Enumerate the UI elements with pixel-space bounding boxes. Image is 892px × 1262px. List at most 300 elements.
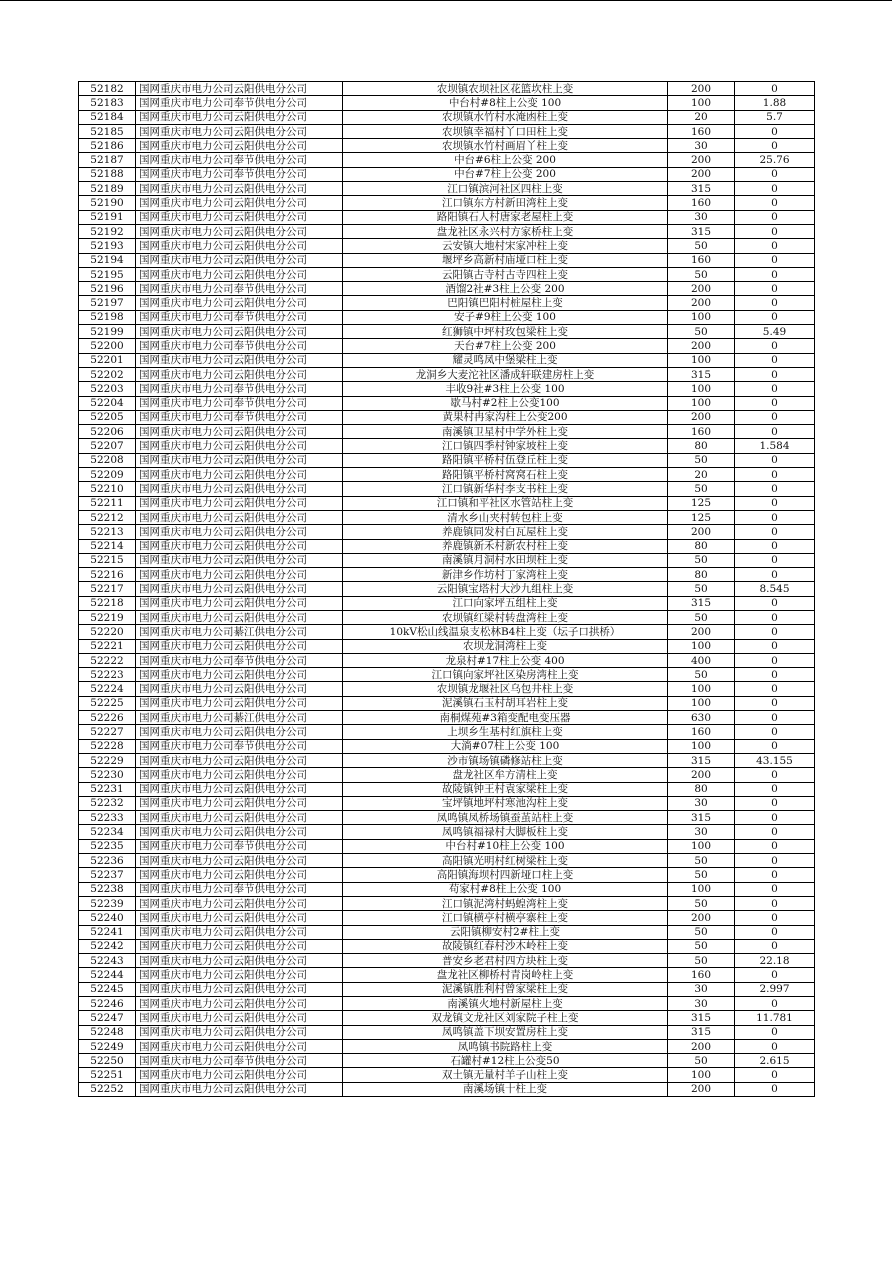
capacity-cell: 315 <box>668 182 735 196</box>
capacity-cell: 50 <box>668 925 735 939</box>
company-name-cell: 国网重庆市电力公司奉节供电分公司 <box>136 96 343 110</box>
transformer-name-cell: 大淌#07柱上公变 100 <box>343 739 668 753</box>
capacity-cell: 30 <box>668 825 735 839</box>
value-cell: 0 <box>735 725 815 739</box>
company-name-cell: 国网重庆市电力公司云阳供电分公司 <box>136 224 343 238</box>
transformer-name-cell: 农坝镇水竹村水淹凼柱上变 <box>343 110 668 124</box>
transformer-name-cell: 南桐煤苑#3箱变配电变压器 <box>343 711 668 725</box>
value-cell: 0 <box>735 468 815 482</box>
table-row <box>79 596 815 610</box>
row-id-cell: 52198 <box>79 310 136 324</box>
table-row <box>79 182 815 196</box>
value-cell: 0 <box>735 382 815 396</box>
transformer-name-cell: 中台村#8柱上公变 100 <box>343 96 668 110</box>
value-cell: 0 <box>735 282 815 296</box>
value-cell: 0 <box>735 453 815 467</box>
value-cell: 0 <box>735 510 815 524</box>
capacity-cell: 200 <box>668 768 735 782</box>
table-row <box>79 768 815 782</box>
row-id-cell: 52247 <box>79 1011 136 1025</box>
transformer-name-cell: 凤鸣镇凤桥场镇蚕茧站柱上变 <box>343 811 668 825</box>
value-cell: 0 <box>735 653 815 667</box>
value-cell: 0 <box>735 911 815 925</box>
company-name-cell: 国网重庆市电力公司云阳供电分公司 <box>136 1082 343 1096</box>
value-cell: 0 <box>735 1025 815 1039</box>
table-row <box>79 725 815 739</box>
table-row <box>79 1082 815 1096</box>
row-id-cell: 52225 <box>79 696 136 710</box>
row-id-cell: 52184 <box>79 110 136 124</box>
value-cell: 5.49 <box>735 325 815 339</box>
company-name-cell: 国网重庆市电力公司云阳供电分公司 <box>136 825 343 839</box>
company-name-cell: 国网重庆市电力公司云阳供电分公司 <box>136 925 343 939</box>
value-cell: 0 <box>735 339 815 353</box>
capacity-cell: 50 <box>668 582 735 596</box>
company-name-cell: 国网重庆市电力公司云阳供电分公司 <box>136 325 343 339</box>
transformer-name-cell: 巴阳镇巴阳村桩屋柱上变 <box>343 296 668 310</box>
company-name-cell: 国网重庆市电力公司云阳供电分公司 <box>136 1011 343 1025</box>
company-name-cell: 国网重庆市电力公司云阳供电分公司 <box>136 453 343 467</box>
row-id-cell: 52239 <box>79 896 136 910</box>
row-id-cell: 52199 <box>79 325 136 339</box>
capacity-cell: 125 <box>668 496 735 510</box>
table-row <box>79 353 815 367</box>
transformer-name-cell: 农坝镇幸福村丫口田柱上变 <box>343 124 668 138</box>
value-cell: 0 <box>735 796 815 810</box>
table-row <box>79 639 815 653</box>
capacity-cell: 100 <box>668 739 735 753</box>
table-row <box>79 811 815 825</box>
table-row <box>79 96 815 110</box>
value-cell: 0 <box>735 625 815 639</box>
table-row <box>79 210 815 224</box>
row-id-cell: 52215 <box>79 553 136 567</box>
row-id-cell: 52248 <box>79 1025 136 1039</box>
table-row <box>79 282 815 296</box>
company-name-cell: 国网重庆市电力公司綦江供电分公司 <box>136 711 343 725</box>
transformer-name-cell: 红狮镇中坪村玫包梁柱上变 <box>343 325 668 339</box>
table-row <box>79 310 815 324</box>
table-row <box>79 525 815 539</box>
row-id-cell: 52219 <box>79 610 136 624</box>
company-name-cell: 国网重庆市电力公司云阳供电分公司 <box>136 682 343 696</box>
company-name-cell: 国网重庆市电力公司云阳供电分公司 <box>136 196 343 210</box>
table-row <box>79 453 815 467</box>
transformer-name-cell: 江口镇泥湾村蚂蝗湾柱上变 <box>343 896 668 910</box>
transformer-name-cell: 中台#7柱上公变 200 <box>343 167 668 181</box>
value-cell: 0 <box>735 224 815 238</box>
value-cell: 5.7 <box>735 110 815 124</box>
company-name-cell: 国网重庆市电力公司云阳供电分公司 <box>136 596 343 610</box>
transformer-name-cell: 农坝镇龙堰社区乌包井柱上变 <box>343 682 668 696</box>
transformer-name-cell: 上坝乡生基村红旗柱上变 <box>343 725 668 739</box>
table-row <box>79 410 815 424</box>
value-cell: 0 <box>735 839 815 853</box>
table-row <box>79 196 815 210</box>
value-cell: 0 <box>735 553 815 567</box>
transformer-name-cell: 盘龙社区牟方清柱上变 <box>343 768 668 782</box>
capacity-cell: 50 <box>668 668 735 682</box>
transformer-name-cell: 养鹿镇同发村白瓦屋柱上变 <box>343 525 668 539</box>
value-cell: 0 <box>735 310 815 324</box>
transformer-name-cell: 清水乡山夹村转包柱上变 <box>343 510 668 524</box>
company-name-cell: 国网重庆市电力公司云阳供电分公司 <box>136 811 343 825</box>
row-id-cell: 52220 <box>79 625 136 639</box>
row-id-cell: 52191 <box>79 210 136 224</box>
value-cell: 0 <box>735 997 815 1011</box>
transformer-name-cell: 凤鸣镇书院路柱上变 <box>343 1039 668 1053</box>
table-row <box>79 968 815 982</box>
row-id-cell: 52196 <box>79 282 136 296</box>
row-id-cell: 52206 <box>79 425 136 439</box>
value-cell: 0 <box>735 768 815 782</box>
transformer-name-cell: 歇马村#2柱上公变100 <box>343 396 668 410</box>
capacity-cell: 160 <box>668 253 735 267</box>
row-id-cell: 52217 <box>79 582 136 596</box>
value-cell: 0 <box>735 539 815 553</box>
capacity-cell: 50 <box>668 325 735 339</box>
company-name-cell: 国网重庆市电力公司云阳供电分公司 <box>136 982 343 996</box>
value-cell: 0 <box>735 668 815 682</box>
table-row <box>79 997 815 1011</box>
table-row <box>79 896 815 910</box>
row-id-cell: 52204 <box>79 396 136 410</box>
company-name-cell: 国网重庆市电力公司綦江供电分公司 <box>136 625 343 639</box>
capacity-cell: 20 <box>668 110 735 124</box>
value-cell: 0 <box>735 182 815 196</box>
value-cell: 0 <box>735 854 815 868</box>
value-cell: 0 <box>735 525 815 539</box>
table-row <box>79 382 815 396</box>
company-name-cell: 国网重庆市电力公司云阳供电分公司 <box>136 496 343 510</box>
capacity-cell: 80 <box>668 568 735 582</box>
transformer-name-cell: 南溪镇火地村新屋柱上变 <box>343 997 668 1011</box>
transformer-name-cell: 江口镇滨河社区四柱上变 <box>343 182 668 196</box>
company-name-cell: 国网重庆市电力公司奉节供电分公司 <box>136 396 343 410</box>
row-id-cell: 52193 <box>79 239 136 253</box>
capacity-cell: 160 <box>668 725 735 739</box>
transformer-name-cell: 普安乡老君村四方块柱上变 <box>343 954 668 968</box>
capacity-cell: 630 <box>668 711 735 725</box>
capacity-cell: 200 <box>668 525 735 539</box>
transformer-name-cell: 黄果村冉家沟柱上公变200 <box>343 410 668 424</box>
table-row <box>79 939 815 953</box>
value-cell: 0 <box>735 139 815 153</box>
transformer-name-cell: 江口镇横亭村横亭寨柱上变 <box>343 911 668 925</box>
company-name-cell: 国网重庆市电力公司云阳供电分公司 <box>136 353 343 367</box>
transformer-name-cell: 路阳镇石人村唐家老屋柱上变 <box>343 210 668 224</box>
capacity-cell: 50 <box>668 267 735 281</box>
company-name-cell: 国网重庆市电力公司云阳供电分公司 <box>136 725 343 739</box>
table-row <box>79 739 815 753</box>
transformer-name-cell: 天台#7柱上公变 200 <box>343 339 668 353</box>
value-cell: 0 <box>735 639 815 653</box>
transformer-name-cell: 耀灵鸣凤中堡梁柱上变 <box>343 353 668 367</box>
row-id-cell: 52185 <box>79 124 136 138</box>
row-id-cell: 52208 <box>79 453 136 467</box>
capacity-cell: 100 <box>668 682 735 696</box>
capacity-cell: 50 <box>668 239 735 253</box>
row-id-cell: 52222 <box>79 653 136 667</box>
table-row <box>79 339 815 353</box>
capacity-cell: 20 <box>668 468 735 482</box>
company-name-cell: 国网重庆市电力公司云阳供电分公司 <box>136 610 343 624</box>
company-name-cell: 国网重庆市电力公司云阳供电分公司 <box>136 939 343 953</box>
transformer-name-cell: 双土镇无量村羊子山柱上变 <box>343 1068 668 1082</box>
capacity-cell: 315 <box>668 367 735 381</box>
row-id-cell: 52209 <box>79 468 136 482</box>
table-row <box>79 1039 815 1053</box>
row-id-cell: 52201 <box>79 353 136 367</box>
company-name-cell: 国网重庆市电力公司奉节供电分公司 <box>136 282 343 296</box>
row-id-cell: 52244 <box>79 968 136 982</box>
table-row <box>79 610 815 624</box>
value-cell: 0 <box>735 682 815 696</box>
company-name-cell: 国网重庆市电力公司奉节供电分公司 <box>136 1054 343 1068</box>
row-id-cell: 52192 <box>79 224 136 238</box>
table-row <box>79 167 815 181</box>
table-row <box>79 868 815 882</box>
table-row <box>79 1068 815 1082</box>
transformer-name-cell: 云阳镇古寺村古寺四柱上变 <box>343 267 668 281</box>
capacity-cell: 100 <box>668 639 735 653</box>
row-id-cell: 52203 <box>79 382 136 396</box>
capacity-cell: 315 <box>668 1025 735 1039</box>
transformer-name-cell: 农坝镇红梁村转盘湾柱上变 <box>343 610 668 624</box>
transformer-name-cell: 龙洞乡大麦沱社区潘成轩联建房柱上变 <box>343 367 668 381</box>
transformer-name-cell: 云阳镇宝塔村大沙九组柱上变 <box>343 582 668 596</box>
value-cell: 0 <box>735 253 815 267</box>
capacity-cell: 100 <box>668 353 735 367</box>
value-cell: 0 <box>735 968 815 982</box>
transformer-name-cell: 养鹿镇新禾村新农村柱上变 <box>343 539 668 553</box>
transformer-name-cell: 盘龙社区柳桥村青岗岭柱上变 <box>343 968 668 982</box>
transformer-name-cell: 南溪镇月洞村水田坝柱上变 <box>343 553 668 567</box>
value-cell: 0 <box>735 1068 815 1082</box>
row-id-cell: 52228 <box>79 739 136 753</box>
company-name-cell: 国网重庆市电力公司云阳供电分公司 <box>136 553 343 567</box>
company-name-cell: 国网重庆市电力公司奉节供电分公司 <box>136 167 343 181</box>
capacity-cell: 50 <box>668 854 735 868</box>
capacity-cell: 315 <box>668 811 735 825</box>
company-name-cell: 国网重庆市电力公司云阳供电分公司 <box>136 539 343 553</box>
row-id-cell: 52249 <box>79 1039 136 1053</box>
transformer-name-cell: 江口镇四季村钟家坡柱上变 <box>343 439 668 453</box>
company-name-cell: 国网重庆市电力公司云阳供电分公司 <box>136 239 343 253</box>
value-cell: 1.88 <box>735 96 815 110</box>
value-cell: 0 <box>735 568 815 582</box>
company-name-cell: 国网重庆市电力公司云阳供电分公司 <box>136 968 343 982</box>
value-cell: 0 <box>735 482 815 496</box>
capacity-cell: 400 <box>668 653 735 667</box>
company-name-cell: 国网重庆市电力公司云阳供电分公司 <box>136 854 343 868</box>
company-name-cell: 国网重庆市电力公司奉节供电分公司 <box>136 410 343 424</box>
capacity-cell: 50 <box>668 868 735 882</box>
capacity-cell: 160 <box>668 124 735 138</box>
table-row <box>79 267 815 281</box>
table-row <box>79 882 815 896</box>
capacity-cell: 200 <box>668 82 735 96</box>
table-row <box>79 668 815 682</box>
row-id-cell: 52197 <box>79 296 136 310</box>
value-cell: 0 <box>735 425 815 439</box>
capacity-cell: 200 <box>668 625 735 639</box>
table-row <box>79 582 815 596</box>
value-cell: 43.155 <box>735 753 815 767</box>
capacity-cell: 100 <box>668 696 735 710</box>
row-id-cell: 52221 <box>79 639 136 653</box>
value-cell: 0 <box>735 696 815 710</box>
value-cell: 0 <box>735 1082 815 1096</box>
transformer-name-cell: 云安镇大地村宋家冲柱上变 <box>343 239 668 253</box>
table-row <box>79 1025 815 1039</box>
value-cell: 0 <box>735 882 815 896</box>
company-name-cell: 国网重庆市电力公司云阳供电分公司 <box>136 439 343 453</box>
table-row <box>79 954 815 968</box>
capacity-cell: 200 <box>668 339 735 353</box>
value-cell: 0 <box>735 367 815 381</box>
table-row <box>79 825 815 839</box>
value-cell: 0 <box>735 353 815 367</box>
table-row <box>79 396 815 410</box>
transformer-name-cell: 沙市镇场镇磷修站柱上变 <box>343 753 668 767</box>
company-name-cell: 国网重庆市电力公司奉节供电分公司 <box>136 882 343 896</box>
transformer-name-cell: 龙泉村#17柱上公变 400 <box>343 653 668 667</box>
capacity-cell: 160 <box>668 196 735 210</box>
capacity-cell: 50 <box>668 1054 735 1068</box>
value-cell: 0 <box>735 210 815 224</box>
company-name-cell: 国网重庆市电力公司奉节供电分公司 <box>136 153 343 167</box>
row-id-cell: 52187 <box>79 153 136 167</box>
capacity-cell: 315 <box>668 224 735 238</box>
row-id-cell: 52250 <box>79 1054 136 1068</box>
table-row <box>79 496 815 510</box>
value-cell: 0 <box>735 925 815 939</box>
transformer-name-cell: 路阳镇平桥村窝窝石柱上变 <box>343 468 668 482</box>
value-cell: 22.18 <box>735 954 815 968</box>
value-cell: 1.584 <box>735 439 815 453</box>
capacity-cell: 80 <box>668 539 735 553</box>
value-cell: 2.615 <box>735 1054 815 1068</box>
capacity-cell: 200 <box>668 167 735 181</box>
transformer-name-cell: 南溪场镇十柱上变 <box>343 1082 668 1096</box>
company-name-cell: 国网重庆市电力公司奉节供电分公司 <box>136 739 343 753</box>
table-row <box>79 911 815 925</box>
company-name-cell: 国网重庆市电力公司云阳供电分公司 <box>136 1025 343 1039</box>
table-row <box>79 239 815 253</box>
row-id-cell: 52226 <box>79 711 136 725</box>
value-cell: 0 <box>735 711 815 725</box>
value-cell: 11.781 <box>735 1011 815 1025</box>
company-name-cell: 国网重庆市电力公司云阳供电分公司 <box>136 753 343 767</box>
value-cell: 0 <box>735 396 815 410</box>
value-cell: 0 <box>735 167 815 181</box>
table-row <box>79 796 815 810</box>
row-id-cell: 52186 <box>79 139 136 153</box>
capacity-cell: 50 <box>668 453 735 467</box>
capacity-cell: 80 <box>668 439 735 453</box>
capacity-cell: 30 <box>668 997 735 1011</box>
company-name-cell: 国网重庆市电力公司云阳供电分公司 <box>136 668 343 682</box>
capacity-cell: 315 <box>668 753 735 767</box>
row-id-cell: 52183 <box>79 96 136 110</box>
table-row <box>79 224 815 238</box>
capacity-cell: 200 <box>668 410 735 424</box>
table-row <box>79 124 815 138</box>
row-id-cell: 52218 <box>79 596 136 610</box>
transformer-name-cell: 泥溪镇石玉村胡耳岩柱上变 <box>343 696 668 710</box>
value-cell: 0 <box>735 811 815 825</box>
capacity-cell: 50 <box>668 482 735 496</box>
table-row <box>79 482 815 496</box>
capacity-cell: 80 <box>668 782 735 796</box>
transformer-name-cell: 丰收9社#3柱上公变 100 <box>343 382 668 396</box>
transformer-name-cell: 高阳镇光明村红树梁柱上变 <box>343 854 668 868</box>
value-cell: 0 <box>735 496 815 510</box>
capacity-cell: 50 <box>668 896 735 910</box>
transformer-name-cell: 云阳镇柳安村2#柱上变 <box>343 925 668 939</box>
row-id-cell: 52229 <box>79 753 136 767</box>
table-row <box>79 711 815 725</box>
transformer-name-cell: 江口镇向家坪社区染房湾柱上变 <box>343 668 668 682</box>
capacity-cell: 50 <box>668 553 735 567</box>
row-id-cell: 52243 <box>79 954 136 968</box>
transformer-name-cell: 酒馏2社#3柱上公变 200 <box>343 282 668 296</box>
capacity-cell: 160 <box>668 425 735 439</box>
transformer-name-cell: 江口镇东方村新田湾柱上变 <box>343 196 668 210</box>
row-id-cell: 52188 <box>79 167 136 181</box>
table-row <box>79 439 815 453</box>
transformer-name-cell: 安子#9柱上公变 100 <box>343 310 668 324</box>
table-row <box>79 753 815 767</box>
value-cell: 25.76 <box>735 153 815 167</box>
table-row <box>79 253 815 267</box>
table-row <box>79 682 815 696</box>
transformer-name-cell: 农坝龙洞湾柱上变 <box>343 639 668 653</box>
row-id-cell: 52238 <box>79 882 136 896</box>
table-row <box>79 539 815 553</box>
row-id-cell: 52212 <box>79 510 136 524</box>
table-body <box>79 82 815 1097</box>
row-id-cell: 52251 <box>79 1068 136 1082</box>
capacity-cell: 125 <box>668 510 735 524</box>
company-name-cell: 国网重庆市电力公司云阳供电分公司 <box>136 367 343 381</box>
transformer-name-cell: 凤鸣镇福禄村大脚板柱上变 <box>343 825 668 839</box>
row-id-cell: 52182 <box>79 82 136 96</box>
capacity-cell: 100 <box>668 1068 735 1082</box>
value-cell: 0 <box>735 239 815 253</box>
row-id-cell: 52233 <box>79 811 136 825</box>
row-id-cell: 52189 <box>79 182 136 196</box>
company-name-cell: 国网重庆市电力公司云阳供电分公司 <box>136 1068 343 1082</box>
company-name-cell: 国网重庆市电力公司奉节供电分公司 <box>136 653 343 667</box>
transformer-name-cell: 江口镇和平社区水管站柱上变 <box>343 496 668 510</box>
company-name-cell: 国网重庆市电力公司云阳供电分公司 <box>136 696 343 710</box>
transformer-name-cell: 高阳镇海坝村四新垭口柱上变 <box>343 868 668 882</box>
table-row <box>79 568 815 582</box>
company-name-cell: 国网重庆市电力公司云阳供电分公司 <box>136 782 343 796</box>
transformer-name-cell: 宝坪镇地坪村寒池沟柱上变 <box>343 796 668 810</box>
value-cell: 0 <box>735 610 815 624</box>
row-id-cell: 52194 <box>79 253 136 267</box>
transformer-name-cell: 石罐村#12柱上公变50 <box>343 1054 668 1068</box>
table-row <box>79 367 815 381</box>
transformer-name-cell: 苟家村#8柱上公变 100 <box>343 882 668 896</box>
value-cell: 0 <box>735 825 815 839</box>
transformer-name-cell: 故陵镇钟王村袁家梁柱上变 <box>343 782 668 796</box>
row-id-cell: 52195 <box>79 267 136 281</box>
company-name-cell: 国网重庆市电力公司云阳供电分公司 <box>136 210 343 224</box>
